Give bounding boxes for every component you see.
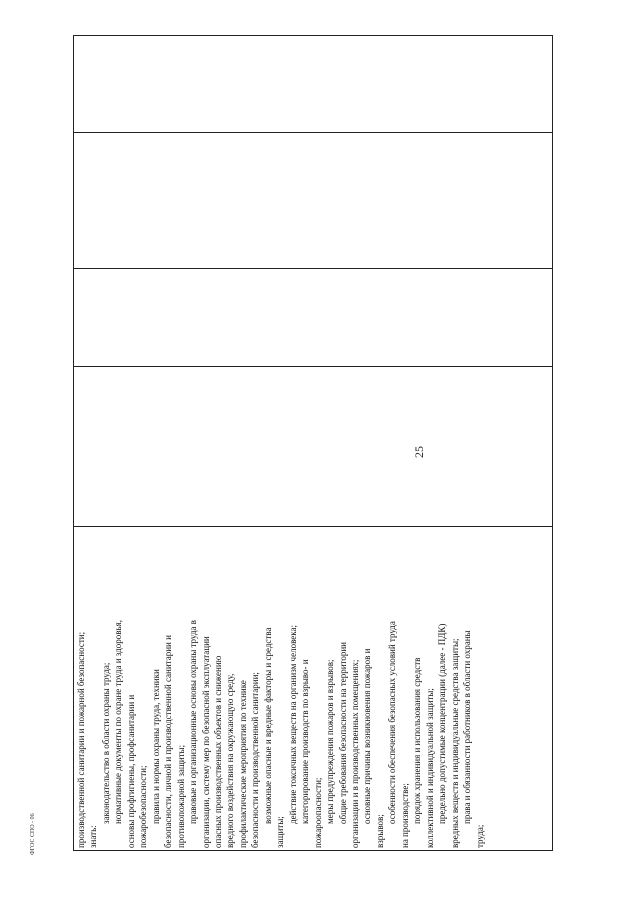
table-text-line: вредного воздействия на окружающую среду, (225, 673, 236, 848)
table-text-line: защиты; (275, 816, 286, 848)
table-text-line: организации и в производственных помещениях; (349, 659, 360, 848)
table-text-line: основы профгигиены, профсанитарии и (125, 694, 136, 848)
table-text-line: законодательство в области охраны труда; (100, 662, 111, 824)
table-text-line: знать: (88, 825, 99, 848)
table-text-line: на производстве; (399, 783, 410, 848)
table-text-line: категорирование производств по взрыво- и (300, 659, 311, 824)
table-col-divider-3 (73, 268, 553, 269)
table-text-line: предельно допустимые концентрации (далее - ПДК) (437, 623, 448, 824)
table-text-line: опасных производственных объектов и снижению (212, 655, 223, 848)
table-text-line: порядок хранения и использования средств (412, 657, 423, 824)
table-text-line: общие требования безопасности на территории (337, 642, 348, 824)
table-text-line: организации, систему мер по безопасной эксплуатации (200, 636, 211, 848)
table-col-divider-4 (73, 132, 553, 133)
footer-document-code: ФГОС СПО - 06 (30, 813, 36, 855)
page-number: 25 (412, 446, 426, 458)
table-text-line: противопожарной защиты; (175, 744, 186, 848)
table-text-line: безопасности и производственной санитарии; (250, 672, 261, 848)
table-text-line: возможные опасные и вредные факторы и средства (262, 627, 273, 824)
table-text-line: взрывов; (374, 814, 385, 848)
table-text-line: профилактические мероприятия по технике (237, 680, 248, 848)
table-text-line: особенности обеспечения безопасных условий труда (387, 621, 398, 824)
rotated-table (73, 35, 553, 851)
table-text-line: действие токсичных веществ на организм человека; (287, 625, 298, 824)
table-text-line: права и обязанности работников в области охраны (462, 630, 473, 824)
table-text-line: меры предупреждения пожаров и взрывов; (325, 659, 336, 824)
table-text-line: производственной санитарии и пожарной безопасности; (76, 631, 86, 848)
table-text-line: нормативные документы по охране труда и здоровья, (113, 620, 124, 824)
table-text-line: основные причины возникновения пожаров и (362, 648, 373, 824)
table-text-line: безопасности, личной и производственной санитарии и (163, 635, 174, 848)
table-cell-knowledge-list (75, 518, 551, 848)
table-text-line: коллективной и индивидуальной защиты; (424, 688, 435, 848)
table-bottom-rule (552, 527, 553, 851)
table-text-line: пожаробезопасности; (138, 765, 149, 848)
table-text-line: правовые и организационные основы охраны труда в (188, 620, 199, 824)
table-col-divider-2 (73, 366, 553, 367)
table-text-line: правила и нормы охраны труда, техники (150, 669, 161, 824)
table-text-line: пожароопасности; (312, 777, 323, 848)
table-text-line: труда; (474, 824, 485, 848)
table-text-line: вредных веществ и индивидуальные средства защиты; (449, 638, 460, 848)
